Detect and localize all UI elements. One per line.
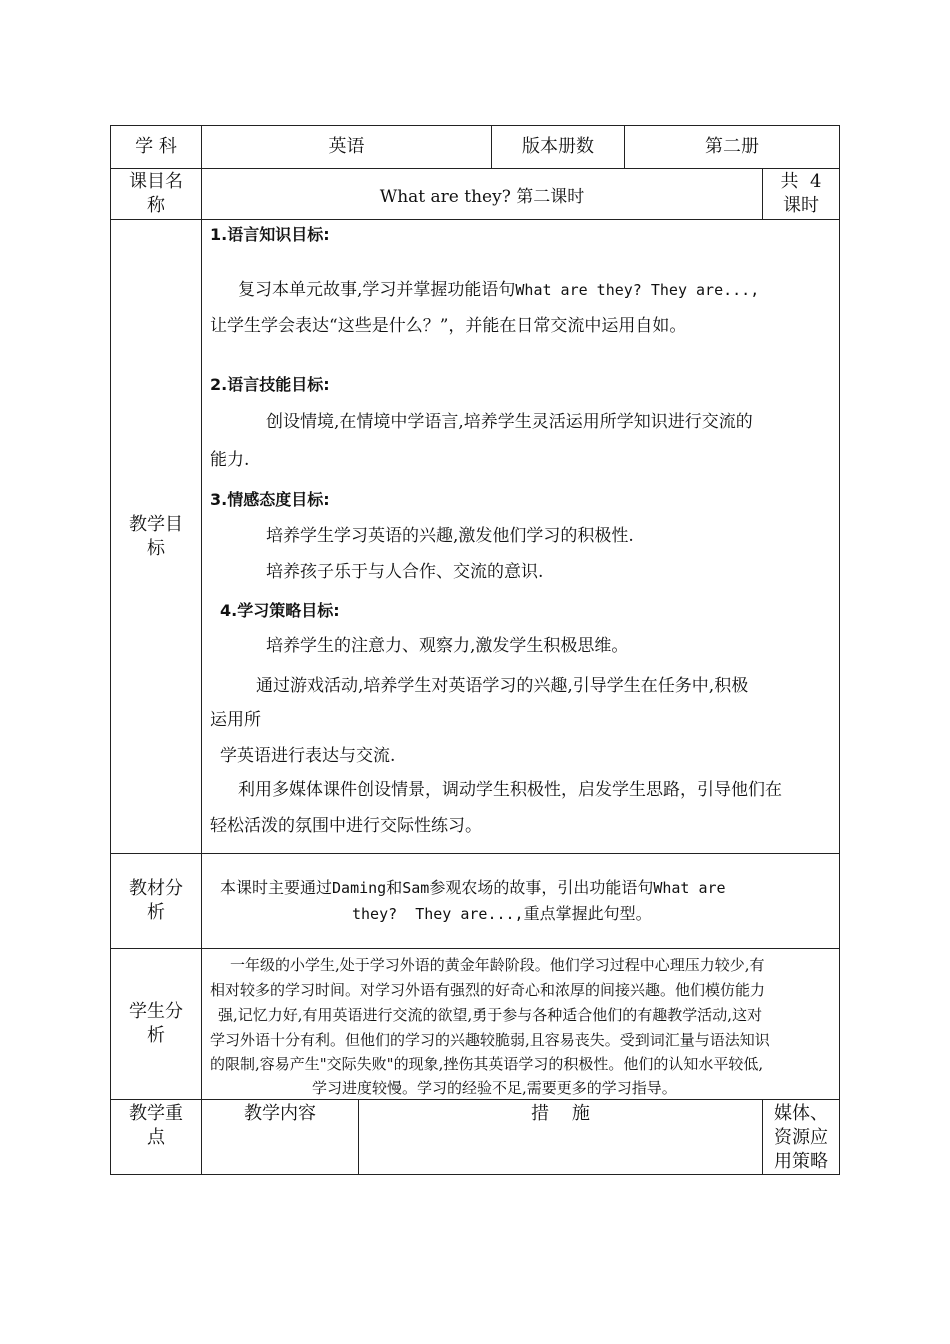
material-daming: Daming xyxy=(332,879,387,897)
content-header-cell xyxy=(201,1099,359,1175)
material-text-3: 重点掌握此句型。 xyxy=(523,904,652,923)
objective-heading-1: 1.语言知识目标: xyxy=(210,225,330,244)
students-label-line2: 析 xyxy=(147,1025,165,1046)
measures-header-cell xyxy=(358,1099,763,1175)
material-label-cell xyxy=(110,853,202,949)
focus-label-line1: 教学重 xyxy=(129,1103,183,1124)
material-text-2: 参观农场的故事，引出功能语句 xyxy=(429,878,654,897)
material-sam: Sam xyxy=(402,879,430,897)
objectives-label-line2: 标 xyxy=(147,537,165,559)
material-label-line1: 教材分 xyxy=(129,878,183,899)
students-line-2: 相对较多的学习时间。对学习外语有强烈的好奇心和浓厚的间接兴趣。他们模仿能力 xyxy=(210,981,766,999)
objective-4-line-1: 培养学生的注意力、观察力,激发学生积极思维。 xyxy=(266,636,629,656)
objective-1-code: What are they? They are..., xyxy=(515,281,760,299)
objective-4-line-3: 运用所 xyxy=(210,710,261,730)
objective-1-line-1 xyxy=(238,272,759,308)
objective-heading-3: 3.情感态度目标: xyxy=(210,490,330,509)
media-header-line3: 用策略 xyxy=(774,1151,828,1172)
edition-value-cell xyxy=(624,125,840,169)
objectives-label-line1: 教学目 xyxy=(129,513,183,535)
focus-label-cell xyxy=(110,1099,202,1175)
measures-header: 措 施 xyxy=(531,1103,590,1124)
objective-4-line-4: 学英语进行表达与交流. xyxy=(220,746,396,766)
objective-heading-2: 2.语言技能目标: xyxy=(210,375,330,394)
objective-2-line-1: 创设情境,在情境中学语言,培养学生灵活运用所学知识进行交流的 xyxy=(266,412,753,432)
students-line-3: 强,记忆力好,有用英语进行交流的欲望,勇于参与各种适合他们的有趣教学活动,这对 xyxy=(218,1006,763,1024)
edition-value: 第二册 xyxy=(705,136,759,157)
total-lessons-cell xyxy=(762,168,840,220)
subject-value: 英语 xyxy=(328,136,365,157)
objective-4-line-5: 利用多媒体课件创设情景，调动学生积极性，启发学生思路，引导他们在 xyxy=(238,780,782,800)
material-code-2: they? They are..., xyxy=(352,905,524,923)
material-line-2 xyxy=(352,902,652,926)
media-header-line2: 资源应 xyxy=(774,1127,828,1148)
subject-value-cell xyxy=(201,125,492,169)
edition-label: 版本册数 xyxy=(522,136,594,157)
content-header: 教学内容 xyxy=(244,1103,316,1124)
media-header-cell xyxy=(762,1099,840,1175)
students-label-line1: 学生分 xyxy=(129,1001,183,1022)
students-content-cell xyxy=(201,948,840,1100)
course-label-cell xyxy=(110,168,202,220)
lesson-plan-table xyxy=(110,125,840,1175)
objectives-content-cell xyxy=(201,219,840,854)
focus-label-line2: 点 xyxy=(147,1127,165,1148)
course-label-line2: 称 xyxy=(147,195,165,216)
material-code-1: What are xyxy=(653,879,726,897)
material-content-cell xyxy=(201,853,840,949)
subject-label: 学 科 xyxy=(135,136,177,157)
objective-3-line-2: 培养孩子乐于与人合作、交流的意识. xyxy=(266,562,544,582)
edition-label-cell xyxy=(491,125,625,169)
objective-heading-4: 4.学习策略目标: xyxy=(220,601,340,620)
objective-3-line-1: 培养学生学习英语的兴趣,激发他们学习的积极性. xyxy=(266,526,634,546)
students-line-4: 学习外语十分有利。但他们的学习的兴趣较脆弱,且容易丧失。受到词汇量与语法知识 xyxy=(210,1031,770,1049)
material-label-line2: 析 xyxy=(147,902,165,923)
total-lessons-line2: 课时 xyxy=(783,195,819,216)
students-line-1: 一年级的小学生,处于学习外语的黄金年龄阶段。他们学习过程中心理压力较少,有 xyxy=(230,956,765,974)
course-title: What are they? 第二课时 xyxy=(379,186,585,207)
material-and: 和 xyxy=(386,878,403,897)
course-title-cell xyxy=(201,168,763,220)
objective-4-line-6: 轻松活泼的氛围中进行交际性练习。 xyxy=(210,816,482,836)
students-line-5: 的限制,容易产生"交际失败"的现象,挫伤其英语学习的积极性。他们的认知水平较低, xyxy=(210,1055,764,1073)
students-label-cell xyxy=(110,948,202,1100)
objective-4-line-2: 通过游戏活动,培养学生对英语学习的兴趣,引导学生在任务中,积极 xyxy=(256,676,749,696)
material-text-1: 本课时主要通过 xyxy=(220,878,333,897)
media-header-line1: 媒体、 xyxy=(774,1103,828,1124)
objective-1-line-2: 让学生学会表达“这些是什么？”，并能在日常交流中运用自如。 xyxy=(210,316,687,336)
subject-label-cell xyxy=(110,125,202,169)
objective-1-text: 复习本单元故事,学习并掌握功能语句 xyxy=(238,280,516,300)
objectives-label-cell xyxy=(110,219,202,854)
course-label-line1: 课目名 xyxy=(129,171,183,192)
students-line-6: 学习进度较慢。学习的经验不足,需要更多的学习指导。 xyxy=(312,1079,677,1097)
objective-2-line-2: 能力. xyxy=(210,450,250,470)
total-lessons-line1: 共 4 xyxy=(780,171,822,192)
material-line-1 xyxy=(220,876,726,900)
